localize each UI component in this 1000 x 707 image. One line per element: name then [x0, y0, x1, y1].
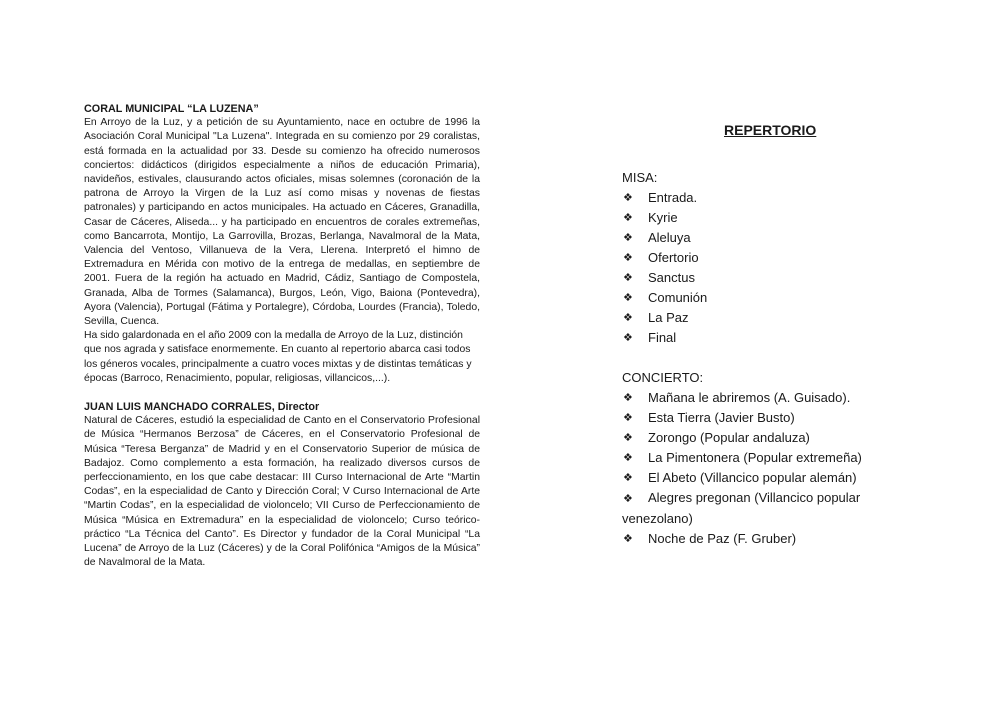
left-column: [84, 102, 480, 571]
repertorio-title: REPERTORIO: [724, 122, 817, 138]
director-heading: JUAN LUIS MANCHADO CORRALES, Director: [84, 401, 320, 414]
diamond-bullet-icon: ❖: [623, 533, 633, 545]
list-item-text: Esta Tierra (Javier Busto): [648, 410, 795, 425]
diamond-bullet-icon: ❖: [623, 452, 633, 464]
list-item: [622, 268, 882, 288]
list-item-text: Aleluya: [648, 230, 691, 245]
list-item: [622, 208, 882, 228]
coral-heading: CORAL MUNICIPAL “LA LUZENA”: [84, 103, 259, 115]
list-item: [622, 248, 882, 268]
list-item-text: Sanctus: [648, 270, 695, 285]
coral-paragraph-1: En Arroyo de la Luz, y a petición de su Ayuntamiento, nace en octubre de 1996 la Asociación Coral Municipal "La Luzena". Integrada en su comienzo por 29 coralistas, está formada en la actualidad por 33. Desde su comienzo ha ofrecido numerosos conciertos: didácticos (dirigidos especialmente a niños de educación Primaria), navideños, estivales, clausurando actos oficiales, misas solemnes (coronación de la patrona de Arroyo la Virgen de la Luz así como misas y novenas de fiestas patronales) y participando en actos municipales. Ha actuado en Cáceres, Granadilla, Casar de Cáceres, Aliseda... y ha participado en encuentros de corales extremeñas, como Bancarrota, Montijo, La Garrovilla, Brozas, Berlanga, Navalmoral de la Mata, Valencia del Ventoso, Villanueva de la Vera, Llerena. Interpretó el himno de Extremadura en Mérida con motivo de la entrega de medallas, en septiembre de 2001. Fuera de la región ha actuado en Madrid, Cádiz, Santiago de Compostela, Granada, Alba de Tormes (Salamanca), Burgos, León, Vigo, Baiona (Pontevedra), Ayora (Valencia), Portugal (Fátima y Portalegre), Córdoba, Lourdes (Francia), Toledo, Sevilla, Cuenca.: [84, 117, 480, 328]
misa-list: [622, 188, 882, 348]
list-item: [622, 448, 882, 468]
list-item-text: La Pimentonera (Popular extremeña): [648, 450, 862, 465]
list-item-text: Noche de Paz (F. Gruber): [648, 531, 797, 546]
list-item-text: Comunión: [648, 290, 708, 305]
list-item-text: Alegres pregonan (Villancico popular venezolano): [622, 490, 861, 526]
list-item-text: La Paz: [648, 310, 689, 325]
list-item-text: Zorongo (Popular andaluza): [648, 430, 810, 445]
diamond-bullet-icon: ❖: [623, 412, 633, 424]
list-item: [622, 488, 882, 529]
diamond-bullet-icon: ❖: [623, 432, 633, 444]
misa-label: MISA:: [622, 170, 658, 185]
list-item: [622, 288, 882, 308]
list-item-text: El Abeto (Villancico popular alemán): [648, 470, 857, 485]
list-item: [622, 328, 882, 348]
diamond-bullet-icon: ❖: [623, 272, 633, 284]
diamond-bullet-icon: ❖: [623, 212, 633, 224]
list-item-text: Mañana le abriremos (A. Guisado).: [648, 390, 851, 405]
list-item: [622, 428, 882, 448]
list-item: [622, 408, 882, 428]
list-item: [622, 228, 882, 248]
list-item: [622, 388, 882, 408]
concierto-label: CONCIERTO:: [622, 370, 704, 385]
diamond-bullet-icon: ❖: [623, 232, 633, 244]
diamond-bullet-icon: ❖: [623, 292, 633, 304]
diamond-bullet-icon: ❖: [623, 252, 633, 264]
spacer: [84, 386, 480, 400]
list-item-text: Entrada.: [648, 190, 698, 205]
list-item: [622, 308, 882, 328]
director-paragraph: Natural de Cáceres, estudió la especialidad de Canto en el Conservatorio Profesional de Música “Hermanos Berzosa” de Cáceres, en el Conservatorio Profesional de Música “Teresa Berganza” de Madrid y en el Conservatorio Superior de música de Badajoz. Como complemento a esta formación, ha realizado diversos cursos de perfeccionamiento, en los que cabe destacar: III Curso Internacional de Arte “Martin Codas”, en la especialidad de Canto y Dirección Coral; V Curso Internacional de Arte “Martin Codas”, en la especialidad de violoncelo; VII Curso de Perfeccionamiento de Música “Música en Extremadura” en la especialidad de violoncelo; Curso teórico-práctico “La Técnica del Canto”. Es Director y fundador de la Coral Municipal “La Lucena” de Arroyo de la Luz (Cáceres) y de la Coral Polifónica “Amigos de la Música” de Navalmoral de la Mata.: [84, 415, 480, 569]
diamond-bullet-icon: ❖: [623, 312, 633, 324]
diamond-bullet-icon: ❖: [623, 332, 633, 344]
list-item-text: Kyrie: [648, 210, 678, 225]
diamond-bullet-icon: ❖: [623, 493, 633, 505]
list-item-text: Final: [648, 330, 677, 345]
diamond-bullet-icon: ❖: [623, 472, 633, 484]
diamond-bullet-icon: ❖: [623, 392, 633, 404]
coral-paragraph-2: Ha sido galardonada en el año 2009 con la medalla de Arroyo de la Luz, distinción que nos agrada y satisface enormemente. En cuanto al repertorio abarca casi todos los géneros vocales, principalmente a cuatro voces mixtas y de distintas temáticas y épocas (Barroco, Renacimiento, popular, religiosas, villancicos,...).: [84, 330, 472, 384]
list-item: [622, 188, 882, 208]
list-item-text: Ofertorio: [648, 250, 699, 265]
list-item: [622, 529, 882, 549]
concierto-list: [622, 388, 882, 549]
diamond-bullet-icon: ❖: [623, 192, 633, 204]
list-item: [622, 468, 882, 488]
